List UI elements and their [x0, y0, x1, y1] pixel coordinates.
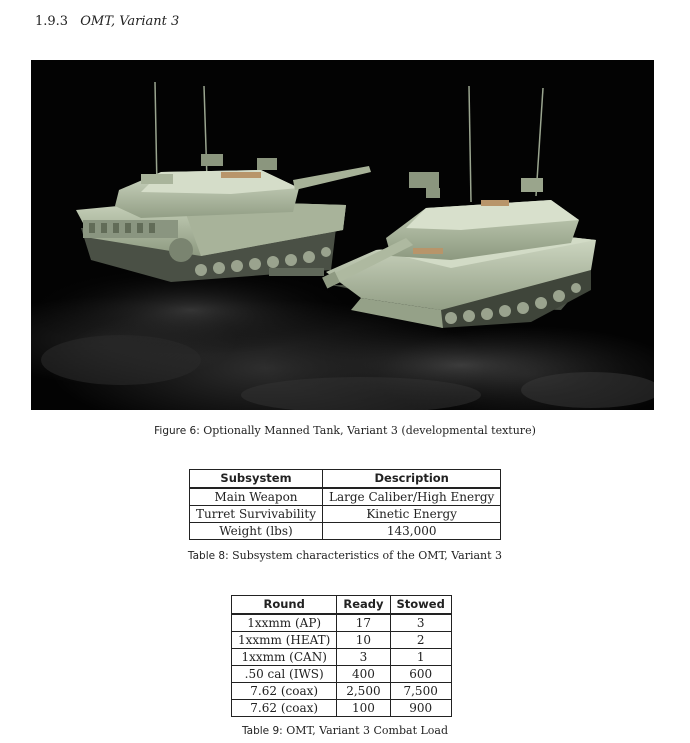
table9-caption-text: OMT, Variant 3 Combat Load — [286, 724, 449, 737]
table-cell: Main Weapon — [190, 488, 323, 506]
table-cell: 1xxmm (HEAT) — [232, 632, 337, 649]
figure-caption-text: Optionally Manned Tank, Variant 3 (developmental texture) — [203, 424, 536, 437]
table-cell: 17 — [337, 614, 390, 632]
table-cell: 600 — [390, 666, 451, 683]
table-header: Description — [322, 470, 500, 489]
table-cell: .50 cal (IWS) — [232, 666, 337, 683]
table-header: Round — [232, 596, 337, 615]
table-cell: 1xxmm (AP) — [232, 614, 337, 632]
table-cell: Turret Survivability — [190, 506, 323, 523]
table-cell: 3 — [337, 649, 390, 666]
table-cell: Kinetic Energy — [322, 506, 500, 523]
figure-caption — [0, 424, 690, 437]
table-row — [190, 523, 501, 540]
table-row — [232, 614, 452, 632]
tank-left — [76, 82, 371, 282]
table-cell: 7,500 — [390, 683, 451, 700]
table-cell: 900 — [390, 700, 451, 717]
section-title: OMT, Variant 3 — [80, 14, 180, 29]
table-cell: 143,000 — [322, 523, 500, 540]
table-cell: 7.62 (coax) — [232, 700, 337, 717]
table-cell: 2,500 — [337, 683, 390, 700]
table-cell: 1 — [390, 649, 451, 666]
table-row — [190, 488, 501, 506]
table-row — [232, 666, 452, 683]
table-cell: 10 — [337, 632, 390, 649]
table8-caption-text: Subsystem characteristics of the OMT, Variant 3 — [232, 549, 503, 562]
table9-caption — [0, 724, 690, 737]
subsystem-table — [189, 469, 501, 540]
floor-mottle — [41, 335, 201, 385]
table-cell: 100 — [337, 700, 390, 717]
table-cell: 3 — [390, 614, 451, 632]
table-cell: 400 — [337, 666, 390, 683]
table-cell: 2 — [390, 632, 451, 649]
table-header: Subsystem — [190, 470, 323, 489]
tank-figure-image — [31, 60, 654, 410]
table8-label: Table 8: — [187, 550, 229, 562]
combat-load-table — [231, 595, 452, 717]
table9-label: Table 9: — [241, 725, 283, 737]
table-header: Stowed — [390, 596, 451, 615]
table-cell: Weight (lbs) — [190, 523, 323, 540]
table-row — [190, 506, 501, 523]
table-row — [232, 683, 452, 700]
table-cell: Large Caliber/High Energy — [322, 488, 500, 506]
table-row — [232, 700, 452, 717]
section-number: 1.9.3 — [35, 14, 69, 29]
figure-label: Figure 6: — [154, 425, 200, 437]
table-cell: 7.62 (coax) — [232, 683, 337, 700]
table-cell: 1xxmm (CAN) — [232, 649, 337, 666]
table-row — [232, 649, 452, 666]
section-heading — [35, 14, 179, 29]
table8-caption — [0, 549, 690, 562]
table-header: Ready — [337, 596, 390, 615]
table-row — [232, 632, 452, 649]
tank-render — [31, 60, 654, 410]
tank-right — [322, 86, 596, 328]
